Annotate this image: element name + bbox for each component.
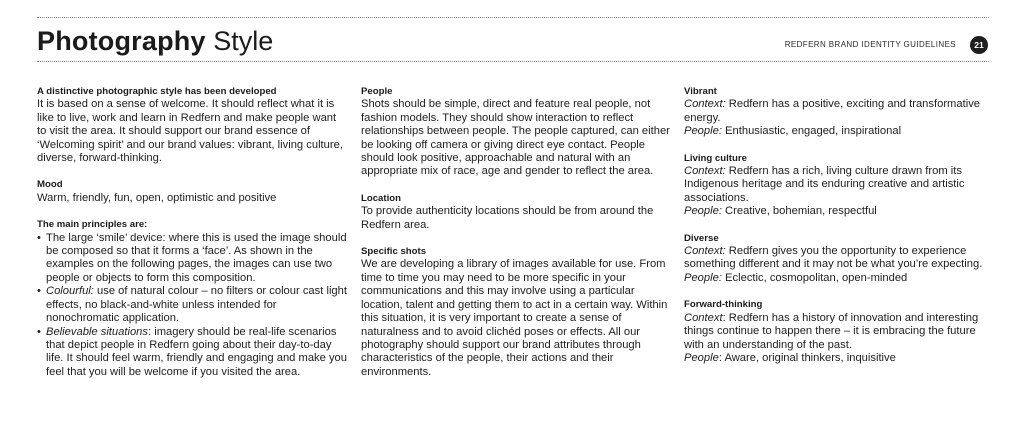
value-heading: Diverse [684,232,719,244]
principle-text: use of natural colour – no filters or colour cast light effects, no black-and-white unless intended for nonochromatic application. [46,285,347,325]
people-text: Creative, bohemian, respectful [721,205,877,218]
list-item [37,285,347,325]
people-text: Shots should be simple, direct and feature real people, not fashion models. They should show interaction to reflect relationships between people. The people captured, can either be looking off camera or giving direct eye contact. People should look positive, approachable and natural with an appropriate mix of race, age and gender to reflect the area. [361,98,670,178]
value-heading: Living culture [684,152,747,164]
mood-heading: Mood [37,179,63,191]
specific-shots-text: We are developing a library of images available for use. From time to time you may need to be more specific in your communications and this may involve using a particular location, talent and getting them to act in a certain way. Within this situation, it is very important to create a sense of naturalness and to avoid clichéd poses or effects. All our photography should support our brand attributes through characteristics of the people, their actions and their environments. [361,258,668,378]
people-label: People: [684,271,722,284]
header-bottom-rule [37,61,989,62]
value-heading: Forward-thinking [684,299,763,311]
principle-lead: Believable situations [46,325,148,338]
mood-text: Warm, friendly, fun, open, optimistic and positive [37,191,277,204]
people-text: Eclectic, cosmopolitan, open-minded [721,271,908,284]
location-heading: Location [361,192,401,204]
value-people [684,352,989,365]
intro-text: It is based on a sense of welcome. It should reflect what it is like to live, work and learn in Redfern and make people want to visit the area. It should support our brand essence of ‘Welcoming spirit’ and our brand values: vibrant, living culture, diverse, forward-thinking. [37,98,343,165]
principles-section [37,218,347,379]
value-people [684,205,989,218]
value-living-culture [684,152,989,219]
principle-lead: Colourful: [46,285,94,298]
header-top-rule [37,17,989,18]
column-right [684,85,989,378]
value-diverse [684,232,989,286]
value-context [684,165,989,205]
column-middle [361,85,673,392]
context-label: Context: [684,98,726,111]
intro-heading: A distinctive photographic style has been developed [37,86,277,97]
page-title-light: Style [213,26,274,56]
people-label: People [684,351,719,364]
context-text: : Redfern has a history of innovation and interesting things continue to happen there – it is embracing the future with an understanding of the past. [684,311,979,351]
value-vibrant [684,85,989,139]
principle-text: The large ‘smile’ device: where this is used the image should be composed so that it forms a ‘face’. As shown in the examples on the following pages, the images can use two people or objects to form this composition. [46,231,347,284]
location-section [361,192,673,232]
guidelines-label: REDFERN BRAND IDENTITY GUIDELINES [784,40,956,49]
intro-section [37,85,347,165]
value-heading: Vibrant [684,86,717,97]
mood-section [37,178,347,205]
context-text: Redfern gives you the opportunity to experience something different and it may not be what you’re expecting. [684,245,983,271]
context-text: Redfern has a rich, living culture drawn from its Indigenous heritage and its enduring creative and artistic associations. [684,165,965,204]
people-section [361,85,673,179]
people-heading: People [361,86,393,97]
people-label: People: [684,205,722,218]
value-forward-thinking [684,298,989,365]
specific-shots-section [361,245,673,379]
context-label: Context [684,311,723,324]
value-people [684,125,989,138]
people-label: People: [684,125,722,138]
principle-text: : imagery should be real-life scenarios that depict people in Redfern going about their day-to-day life. It should feel warm, friendly and engaging and make you feel that you will be welcome if you visited the area. [46,325,347,378]
principles-list [37,232,347,379]
page-number-badge: 21 [970,36,988,54]
location-text: To provide authenticity locations should be from around the Redfern area. [361,205,654,231]
column-left [37,85,347,392]
list-item [37,232,347,286]
page-title [37,25,273,57]
value-context [684,98,989,125]
specific-shots-heading: Specific shots [361,246,427,258]
context-label: Context: [684,165,726,178]
value-people [684,272,989,285]
context-label: Context: [684,245,726,258]
page-title-bold: Photography [37,26,206,56]
people-text: Enthusiastic, engaged, inspirational [721,125,902,138]
value-context [684,245,989,272]
principles-heading: The main principles are: [37,219,148,231]
list-item [37,326,347,380]
people-text: : Aware, original thinkers, inquisitive [718,351,896,364]
context-text: Redfern has a positive, exciting and transformative energy. [684,98,981,124]
value-context [684,312,989,352]
